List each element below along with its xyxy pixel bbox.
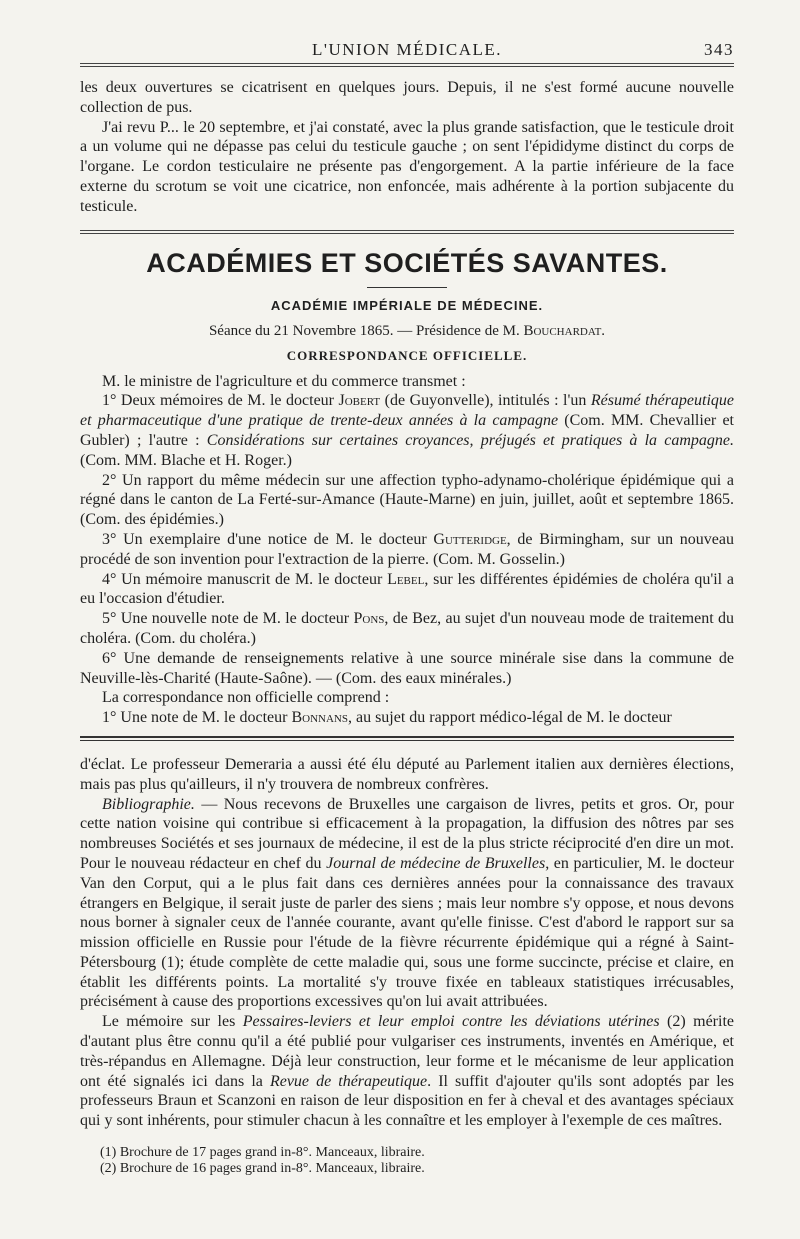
footnote: (1) Brochure de 17 pages grand in-8°. Manceaux, libraire. [100,1145,425,1161]
header-rule [80,63,734,67]
heading-rule [367,287,447,288]
section-subheading: ACADÉMIE IMPÉRIALE DE MÉDECINE. [270,297,544,313]
president-name: Bouchardat. [523,322,606,339]
seance-text: Séance du 21 Novembre 1865. — Présidence de M. [208,322,520,339]
footnote: (2) Brochure de 16 pages grand in-8°. Manceaux, libraire. [100,1161,425,1177]
journal-title: L'UNION MÉDICALE. [312,40,503,59]
seance-line [80,323,734,340]
bibliography-paragraph: Bibliographie. — Nous recevons de Bruxelles une cargaison de livres, petits et gros. Or, pour cette nation voisine qui contribue si efficacement à la propagation, la diffusion des nôtres par ses nombreuses Sociétés et ses journaux de médecine, il est de la plus stricte réciprocité d'en dire un mot. Pour le nouveau rédacteur en chef du Journal de médecine de Bruxelles, en particulier, M. le docteur Van den Corput, qui a le plus fait dans ces dernières années pour la connaissance des travaux étrangers en Belgique, il serait juste de parler des siens ; mais leur nombre s'y oppose, et nous devons nous borner à signaler ceux de l'année courante, avant qu'elle finisse. C'est d'abord le rapport sur sa mission officielle en Russie pour l'étude de la fièvre récurrente épidémique qui a régné à Saint-Pétersbourg (1); étude complète de cette maladie qui, sous une forme succincte, précise et claire, en établit les différents points. La mortalité s'y trouve fixée en tableaux statistiques irrécusables, précisément à cause des proportions excessives qu'on lui avait attribuées. [80,795,735,1011]
item-3: 3° Un exemplaire d'une notice de M. le docteur Gutteridge, de Birmingham, sur un nouveau procédé de son invention pour l'extraction de la pierre. (Com. M. Gosselin.) [80,530,734,568]
item-1: 1° Deux mémoires de M. le docteur Jobert (de Guyonvelle), intitulés : l'un Résumé thérapeutique et pharmaceutique d'une pratique de trente-deux années à la campagne (Com. MM. Chevallier et Gubler) ; l'autre : Considérations sur certaines croyances, préjugés et pratiques à la campagne. (Com. MM. Blache et H. Roger.) [80,392,735,469]
nonofficial-line: La correspondance non officielle comprend : [102,689,390,707]
correspondance-title: CORRESPONDANCE OFFICIELLE. [286,347,528,363]
section-heading: ACADÉMIES ET SOCIÉTÉS SAVANTES. [146,247,668,278]
feuilleton-rule [80,736,734,738]
nonofficial-item-1: 1° Une note de M. le docteur Bonnans, au sujet du rapport médico-légal de M. le docteur [102,709,672,727]
intro-paragraph: les deux ouvertures se cicatrisent en quelques jours. Depuis, il ne s'est formé aucune nouvelle collection de pus. [80,79,734,116]
intro-paragraph: J'ai revu P... le 20 septembre, et j'ai constaté, avec la plus grande satisfaction, que le testicule droit a un volume qui ne dépasse pas celui du testicule gauche ; on sent l'épididyme distinct du corps de l'organe. Le cordon testiculaire ne présente pas d'engorgement. A la partie inférieure de la face externe du scrotum se voit une cicatrice, non enfoncée, mais adhérente à la portion subjacente du testicule. [80,118,734,215]
item-6: 6° Une demande de renseignements relative à une source minérale sise dans la commune de Neuville-lès-Charité (Haute-Saône). — (Com. des eaux minérales.) [80,649,734,687]
item-5: 5° Une nouvelle note de M. le docteur Pons, de Bez, au sujet d'un nouveau mode de traitement du choléra. (Com. du choléra.) [80,610,735,647]
feuilleton-rule [80,740,734,741]
section-rule [80,230,734,234]
pessaires-paragraph: Le mémoire sur les Pessaires-leviers et leur emploi contre les déviations utérines (2) mérite d'autant plus être connu qu'il a été publié pour vulgariser ces instruments, inventés en Amérique, et très-répandus en Allemagne. Déjà leur construction, leur forme et le mécanisme de leur application ont été signalés ici dans la Revue de thérapeutique. Il suffit d'ajouter qu'ils sont adoptés par les professeurs Braun et Scanzoni en raison de leur disposition en fer à cheval et des avantages spéciaux qui y sont inhérents, pour stimuler chacun à les connaître et les employer à l'exemple de ces maîtres. [80,1013,734,1130]
page-number: 343 [704,40,734,59]
item-4: 4° Un mémoire manuscrit de M. le docteur Lebel, sur les différentes épidémies de choléra qu'il a eu l'occasion d'étudier. [80,570,734,608]
minister-line: M. le ministre de l'agriculture et du commerce transmet : [102,372,466,390]
footnotes [80,1145,734,1177]
running-head [80,40,734,60]
lower-paragraph: d'éclat. Le professeur Demeraria a aussi été élu député au Parlement italien aux dernières élections, mais pas plus qu'ailleurs, il n'y trouvera de nombreux confrères. [80,755,734,793]
item-2: 2° Un rapport du même médecin sur une affection typho-adynamo-cholérique épidémique qui a régné dans le canton de La Ferté-sur-Amance (Haute-Marne) en juin, juillet, août et septembre 1865. (Com. des épidémies.) [80,471,734,529]
